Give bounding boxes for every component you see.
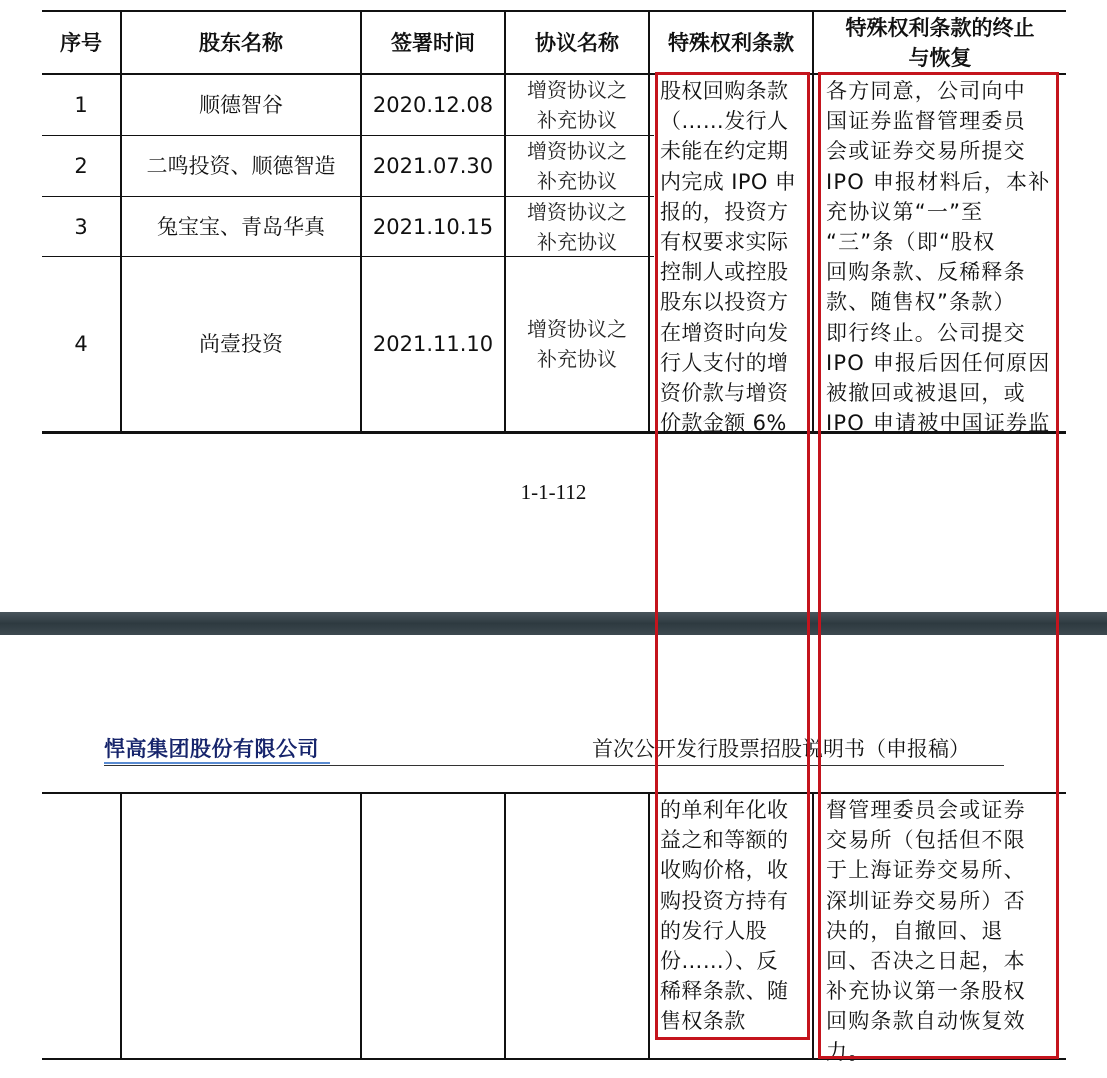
text-line: “三”条（即“股权 [826,230,996,255]
row-4-agreement-line2: 补充协议 [537,347,617,371]
text-line: 国证券监督管理委员 [826,109,1026,134]
text-line: 被撤回或被退回，或 [826,381,1026,406]
text-line: 即行终止。公司提交 [826,320,1026,345]
column-divider [812,10,814,433]
row-1-agreement-line1: 增资协议之 [527,78,627,102]
header-termination [814,12,1066,73]
row-1-shareholder: 顺德智谷 [199,93,283,117]
text-line: 回、否决之日起，本 [826,949,1026,974]
text-line: 决的，自撤回、退 [826,918,1004,943]
text-line: 回购条款自动恢复效 [826,1009,1026,1034]
header-special-clause: 特殊权利条款 [668,30,794,55]
row-3-agreement [506,197,648,256]
text-line: 资价款与增资 [660,381,789,406]
document-title: 首次公开发行股票招股说明书（申报稿） [592,737,970,761]
page-number: 1-1-112 [520,480,587,504]
text-line: 会或证券交易所提交 [826,139,1026,164]
header-shareholder: 股东名称 [199,30,283,55]
row-1-no: 1 [74,93,88,117]
column-divider [812,792,814,1060]
row-2-shareholder: 二鸣投资、顺德智造 [146,154,336,178]
text-line: 内完成 IPO 申 [660,169,797,194]
row-2-no: 2 [74,154,88,178]
row-4-agreement [506,257,648,431]
text-line: IPO 申请被中国证券监 [826,411,1051,436]
row-4-no: 4 [74,332,88,356]
text-line: 在增资时向发 [660,320,789,345]
text-line: 份……）、反 [660,949,778,974]
text-line: 股东以投资方 [660,290,789,315]
text-line: 控制人或控股 [660,260,789,285]
row-3-no: 3 [74,214,88,239]
row-2-date: 2021.07.30 [372,154,494,178]
row-3-agreement-line1: 增资协议之 [527,199,627,224]
company-underline [104,762,330,764]
termination-highlight-box [818,72,1059,1059]
text-line: 行人支付的增 [660,350,789,375]
column-divider [648,792,650,1060]
text-line: 的发行人股 [660,918,767,943]
row-3-shareholder: 兔宝宝、青岛华真 [157,214,325,239]
column-divider [360,792,362,1060]
row-2-agreement-line2: 补充协议 [537,169,617,193]
text-line: 稀释条款、随 [660,979,789,1004]
text-line: IPO 申报后因任何原因 [826,350,1051,375]
text-line: 未能在约定期 [660,139,789,164]
text-line: 交易所（包括但不限 [826,828,1026,853]
text-line: 充协议第“一”至 [826,199,984,224]
text-line: 售权条款 [660,1009,746,1034]
text-line: 的单利年化收 [660,798,789,822]
text-line: （……发行人 [660,109,789,134]
row-2-agreement-line1: 增资协议之 [527,139,627,163]
row-4-shareholder: 尚壹投资 [199,332,283,356]
text-line: 各方同意，公司向中 [826,79,1026,103]
text-line: 股权回购条款 [660,79,789,103]
text-line: 购投资方持有 [660,888,789,913]
row-1-agreement-line2: 补充协议 [537,108,617,132]
text-line: 补充协议第一条股权 [826,979,1026,1004]
text-line: 益之和等额的 [660,828,789,853]
row-3-agreement-line2: 补充协议 [537,229,617,254]
text-line: 于上海证券交易所、 [826,858,1026,883]
text-line: 价款金额 6% [660,411,787,436]
text-line: 款、随售权”条款） [826,290,1016,315]
row-2-agreement [506,136,648,196]
header-termination-line1: 特殊权利条款的终止 [845,15,1035,40]
header-no: 序号 [60,30,102,55]
text-line: 回购条款、反稀释条 [826,260,1026,285]
clause-highlight-box [655,72,810,1040]
column-divider [504,792,506,1060]
row-1-agreement [506,75,648,135]
text-line: 报的，投资方 [660,199,789,224]
text-line: 力。 [826,1039,871,1064]
text-line: 有权要求实际 [660,230,789,255]
text-line: 收购价格，收 [660,858,789,883]
text-line: IPO 申报材料后，本补 [826,169,1051,194]
text-line: 深圳证券交易所）否 [826,888,1026,913]
column-divider [120,792,122,1060]
row-4-date: 2021.11.10 [372,332,494,356]
row-1-date: 2020.12.08 [372,93,494,117]
company-name: 悍高集团股份有限公司 [104,737,319,761]
column-divider [648,10,650,433]
header-termination-line2: 与恢复 [908,45,972,70]
text-line: 督管理委员会或证券 [826,798,1026,822]
header-sign-date: 签署时间 [391,30,475,55]
header-agreement: 协议名称 [535,30,619,55]
row-4-agreement-line1: 增资协议之 [527,317,627,341]
row-3-date: 2021.10.15 [372,214,494,239]
